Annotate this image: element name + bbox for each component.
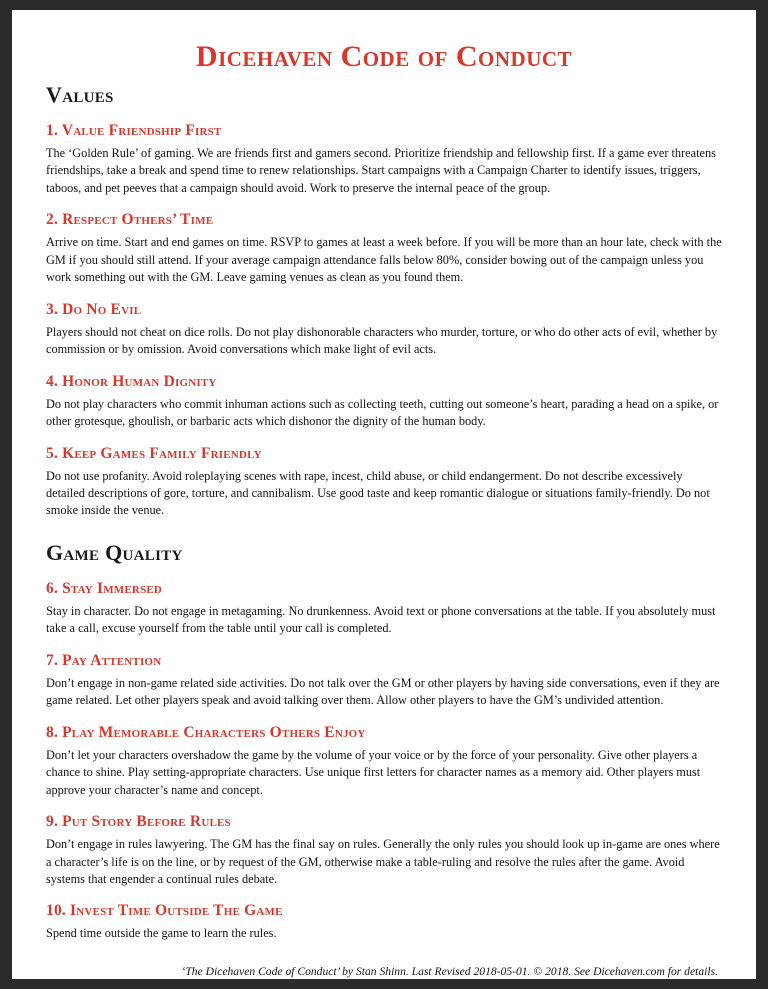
rule-item — [46, 445, 722, 520]
rule-item — [46, 373, 722, 431]
rule-item — [46, 724, 722, 799]
section-heading-values: Values — [46, 82, 114, 107]
rule-body: Don’t let your characters overshadow the game by the volume of your voice or by the force of your personality. Give other players a chance to shine. Play setting-appropriate characters. Use unique first letters for character names as a memory aid. Other players must approve your character’s name and concept. — [46, 747, 701, 797]
rule-body: Players should not cheat on dice rolls. Do not play dishonorable characters who murder, torture, or who do other acts of evil, whether by commission or by omission. Avoid conversations which make light of evil acts. — [46, 324, 718, 357]
rule-item — [46, 902, 722, 942]
rule-title: 4. Honor Human Dignity — [46, 372, 217, 390]
rule-item — [46, 813, 722, 888]
rule-title: 7. Pay Attention — [46, 651, 162, 669]
rule-title: 3. Do No Evil — [46, 300, 142, 318]
rule-title: 10. Invest Time Outside The Game — [46, 902, 283, 920]
rule-item — [46, 652, 722, 710]
rule-body: Stay in character. Do not engage in metagaming. No drunkenness. Avoid text or phone conversations at the table. If you absolutely must take a call, excuse yourself from the table until your call is completed. — [46, 603, 716, 636]
rule-body: The ‘Golden Rule’ of gaming. We are friends first and gamers second. Prioritize friendship and fellowship first. If a game ever threatens friendships, take a break and spend time to renew relationships. Start campaigns with a Campaign Charter to identify issues, triggers, taboos, and pet peeves that a campaign should avoid. Work to preserve the internal peace of the group. — [46, 146, 716, 195]
rule-title: 2. Respect Others’ Time — [46, 211, 214, 229]
section-heading-game-quality: Game Quality — [46, 539, 183, 565]
rule-title: 1. Value Friendship First — [46, 122, 222, 139]
rule-item — [46, 122, 722, 197]
rule-item — [46, 301, 722, 359]
rule-title: 9. Put Story Before Rules — [46, 813, 231, 831]
rule-body: Don’t engage in non-game related side activities. Do not talk over the GM or other players by having side conversations, even if they are game related. Let other players speak and avoid talking over them. Allow other players to have the GM’s undivided attention. — [46, 675, 720, 708]
rule-item — [46, 580, 722, 638]
page-title: Dicehaven Code of Conduct — [195, 40, 573, 73]
rule-body: Do not play characters who commit inhuman actions such as collecting teeth, cutting out someone’s heart, parading a head on a spike, or other grotesque, ghoulish, or barbaric acts which dishonor the dignity of the human body. — [46, 396, 719, 429]
rule-body: Do not use profanity. Avoid roleplaying scenes with rape, incest, child abuse, or child endangerment. Do not describe excessively detailed descriptions of gore, torture, and cannibalism. Use good taste and keep romantic dialogue or situations family-friendly. Do not smoke inside the venue. — [46, 468, 710, 518]
document-page — [12, 10, 756, 979]
rule-title: 5. Keep Games Family Friendly — [46, 444, 262, 462]
rule-body: Arrive on time. Start and end games on time. RSVP to games at least a week before. If you will be more than an hour late, check with the GM if you should still attend. If your average campaign attendance falls below 80%, consider bowing out of the campaign unless you work something out with the GM. Leave gaming venues as clean as you found them. — [46, 235, 722, 285]
rule-body: Spend time outside the game to learn the rules. — [46, 926, 277, 941]
rule-item — [46, 211, 722, 286]
rule-title: 6. Stay Immersed — [46, 579, 163, 597]
rule-body: Don’t engage in rules lawyering. The GM has the final say on rules. Generally the only rules you should look up in-game are ones where a character’s life is on the line, or by request of the GM, otherwise make a table-ruling and resolve the rules after the game. Avoid systems that engender a continual rules debate. — [46, 837, 720, 886]
rule-title: 8. Play Memorable Characters Others Enjoy — [46, 723, 366, 741]
document-footer: ‘The Dicehaven Code of Conduct’ by Stan Shinn. Last Revised 2018-05-01. © 2018. See Dicehaven.com for details. — [181, 964, 718, 978]
